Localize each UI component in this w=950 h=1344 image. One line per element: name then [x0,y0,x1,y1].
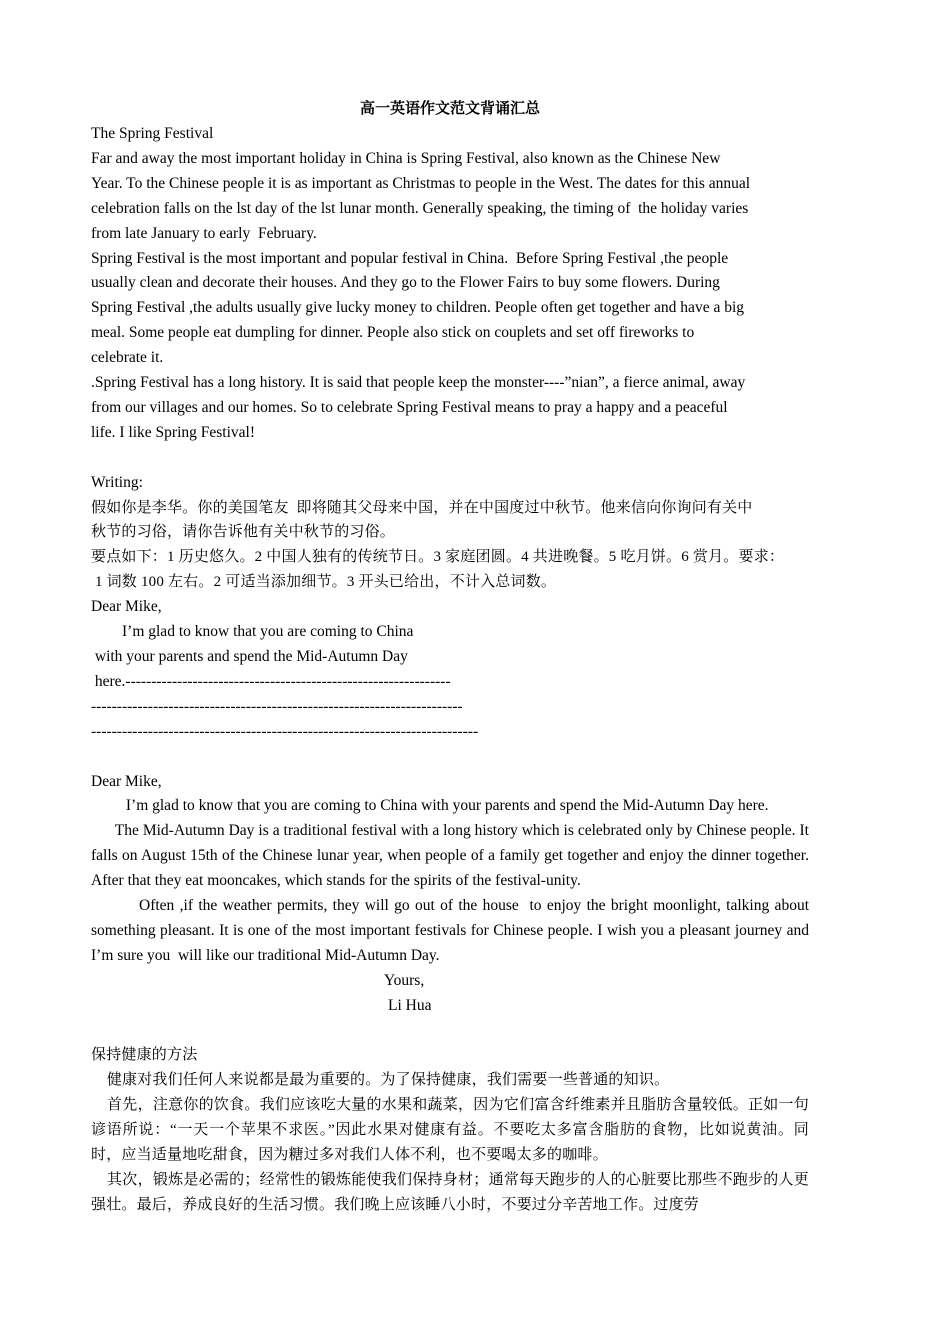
essay-line: Spring Festival is the most important and popular festival in China. Before Spring Festival ,the people [91,249,729,267]
sample-letter [91,770,813,1019]
essay-line: meal. Some people eat dumpling for dinner. People also stick on couplets and set off fireworks to [91,324,695,342]
health-essay [91,1043,809,1217]
essay-line: life. I like Spring Festival! [91,423,256,441]
task-line: with your parents and spend the Mid-Autumn Day [91,648,408,666]
essay-heading: The Spring Festival [91,125,214,142]
essay-line: usually clean and decorate their houses. And they go to the Flower Fairs to buy some flowers. During [91,274,720,292]
task-line: here.--------------------------------------------------------------- [91,672,451,690]
health-heading: 保持健康的方法 [91,1047,198,1064]
health-paragraph: 其次，锻炼是必需的；经常性的锻炼能使我们保持身材；通常每天跑步的人的心脏要比那些不跑步的人更强壮。最后，养成良好的生活习惯。我们晚上应该睡八小时，不要过分辛苦地工作。过度劳 [91,1172,809,1213]
health-paragraph: 首先，注意你的饮食。我们应该吃大量的水果和蔬菜，因为它们富含纤维素并且脂肪含量较低。正如一句谚语所说：“一天一个苹果不求医。”因此水果对健康有益。不要吃太多富含脂肪的食物，比如说黄油。同时，应当适量地吃甜食，因为糖过多对我们人体不利，也不要喝太多的咖啡。 [91,1097,809,1164]
essay-line: from late January to early February. [91,224,317,242]
spring-festival-essay [91,122,809,446]
letter-closing: Yours, [384,971,425,989]
spacer [91,1019,809,1044]
essay-line: from our villages and our homes. So to celebrate Spring Festival means to pray a happy and a peaceful [91,398,728,416]
document-page [91,96,813,1218]
task-line: 秋节的习俗，请你告诉他有关中秋节的习俗。 [91,524,396,541]
letter-paragraph: Often ,if the weather permits, they will go out of the house to enjoy the bright moonlight, talking about something pleasant. It is one of the most important festivals for Chinese people. I wish you a pleasant journey and I’m sure you will like our traditional Mid-Autumn Day. [91,897,813,964]
dash-line: ------------------------------------------------------------------------ [91,697,463,715]
essay-line: Spring Festival ,the adults usually give lucky money to children. People often get together and have a big [91,299,745,317]
letter-greeting: Dear Mike, [91,772,162,790]
spacer [91,446,809,471]
task-line: 假如你是李华。你的美国笔友 即将随其父母来中国，并在中国度过中秋节。他来信向你询问有关中 [91,499,753,516]
essay-line: .Spring Festival has a long history. It is said that people keep the monster----”nian”, a fierce animal, away [91,374,746,392]
writing-task [91,471,809,745]
dash-line: --------------------------------------------------------------------------- [91,722,479,740]
letter-paragraph: I’m glad to know that you are coming to China with your parents and spend the Mid-Autumn Day here. [91,797,769,815]
spacer [91,745,809,770]
task-line: I’m glad to know that you are coming to China [91,623,414,641]
task-line: Dear Mike, [91,598,162,616]
writing-label: Writing: [91,473,143,491]
essay-line: celebrate it. [91,349,164,367]
essay-line: Year. To the Chinese people it is as important as Christmas to people in the West. The dates for this annual [91,174,751,192]
essay-line: Far and away the most important holiday in China is Spring Festival, also known as the Chinese New [91,149,721,167]
essay-line: celebration falls on the lst day of the lst lunar month. Generally speaking, the timing of the holiday varies [91,199,749,217]
page-title: 高一英语作文范文背诵汇总 [359,101,540,117]
task-line: 1 词数 100 左右。2 可适当添加细节。3 开头已给出，不计入总词数。 [91,574,557,591]
letter-paragraph: The Mid-Autumn Day is a traditional festival with a long history which is celebrated only by Chinese people. It falls on August 15th of the Chinese lunar year, when people of a family get together and enjoy the dinner together. After that they eat mooncakes, which stands for the spirits of the festival-unity. [91,822,813,890]
task-line: 要点如下：1 历史悠久。2 中国人独有的传统节日。3 家庭团圆。4 共进晚餐。5 吃月饼。6 赏月。要求： [91,549,785,566]
health-paragraph: 健康对我们任何人来说都是最为重要的。为了保持健康，我们需要一些普通的知识。 [91,1072,670,1089]
letter-signature: Li Hua [388,996,432,1014]
